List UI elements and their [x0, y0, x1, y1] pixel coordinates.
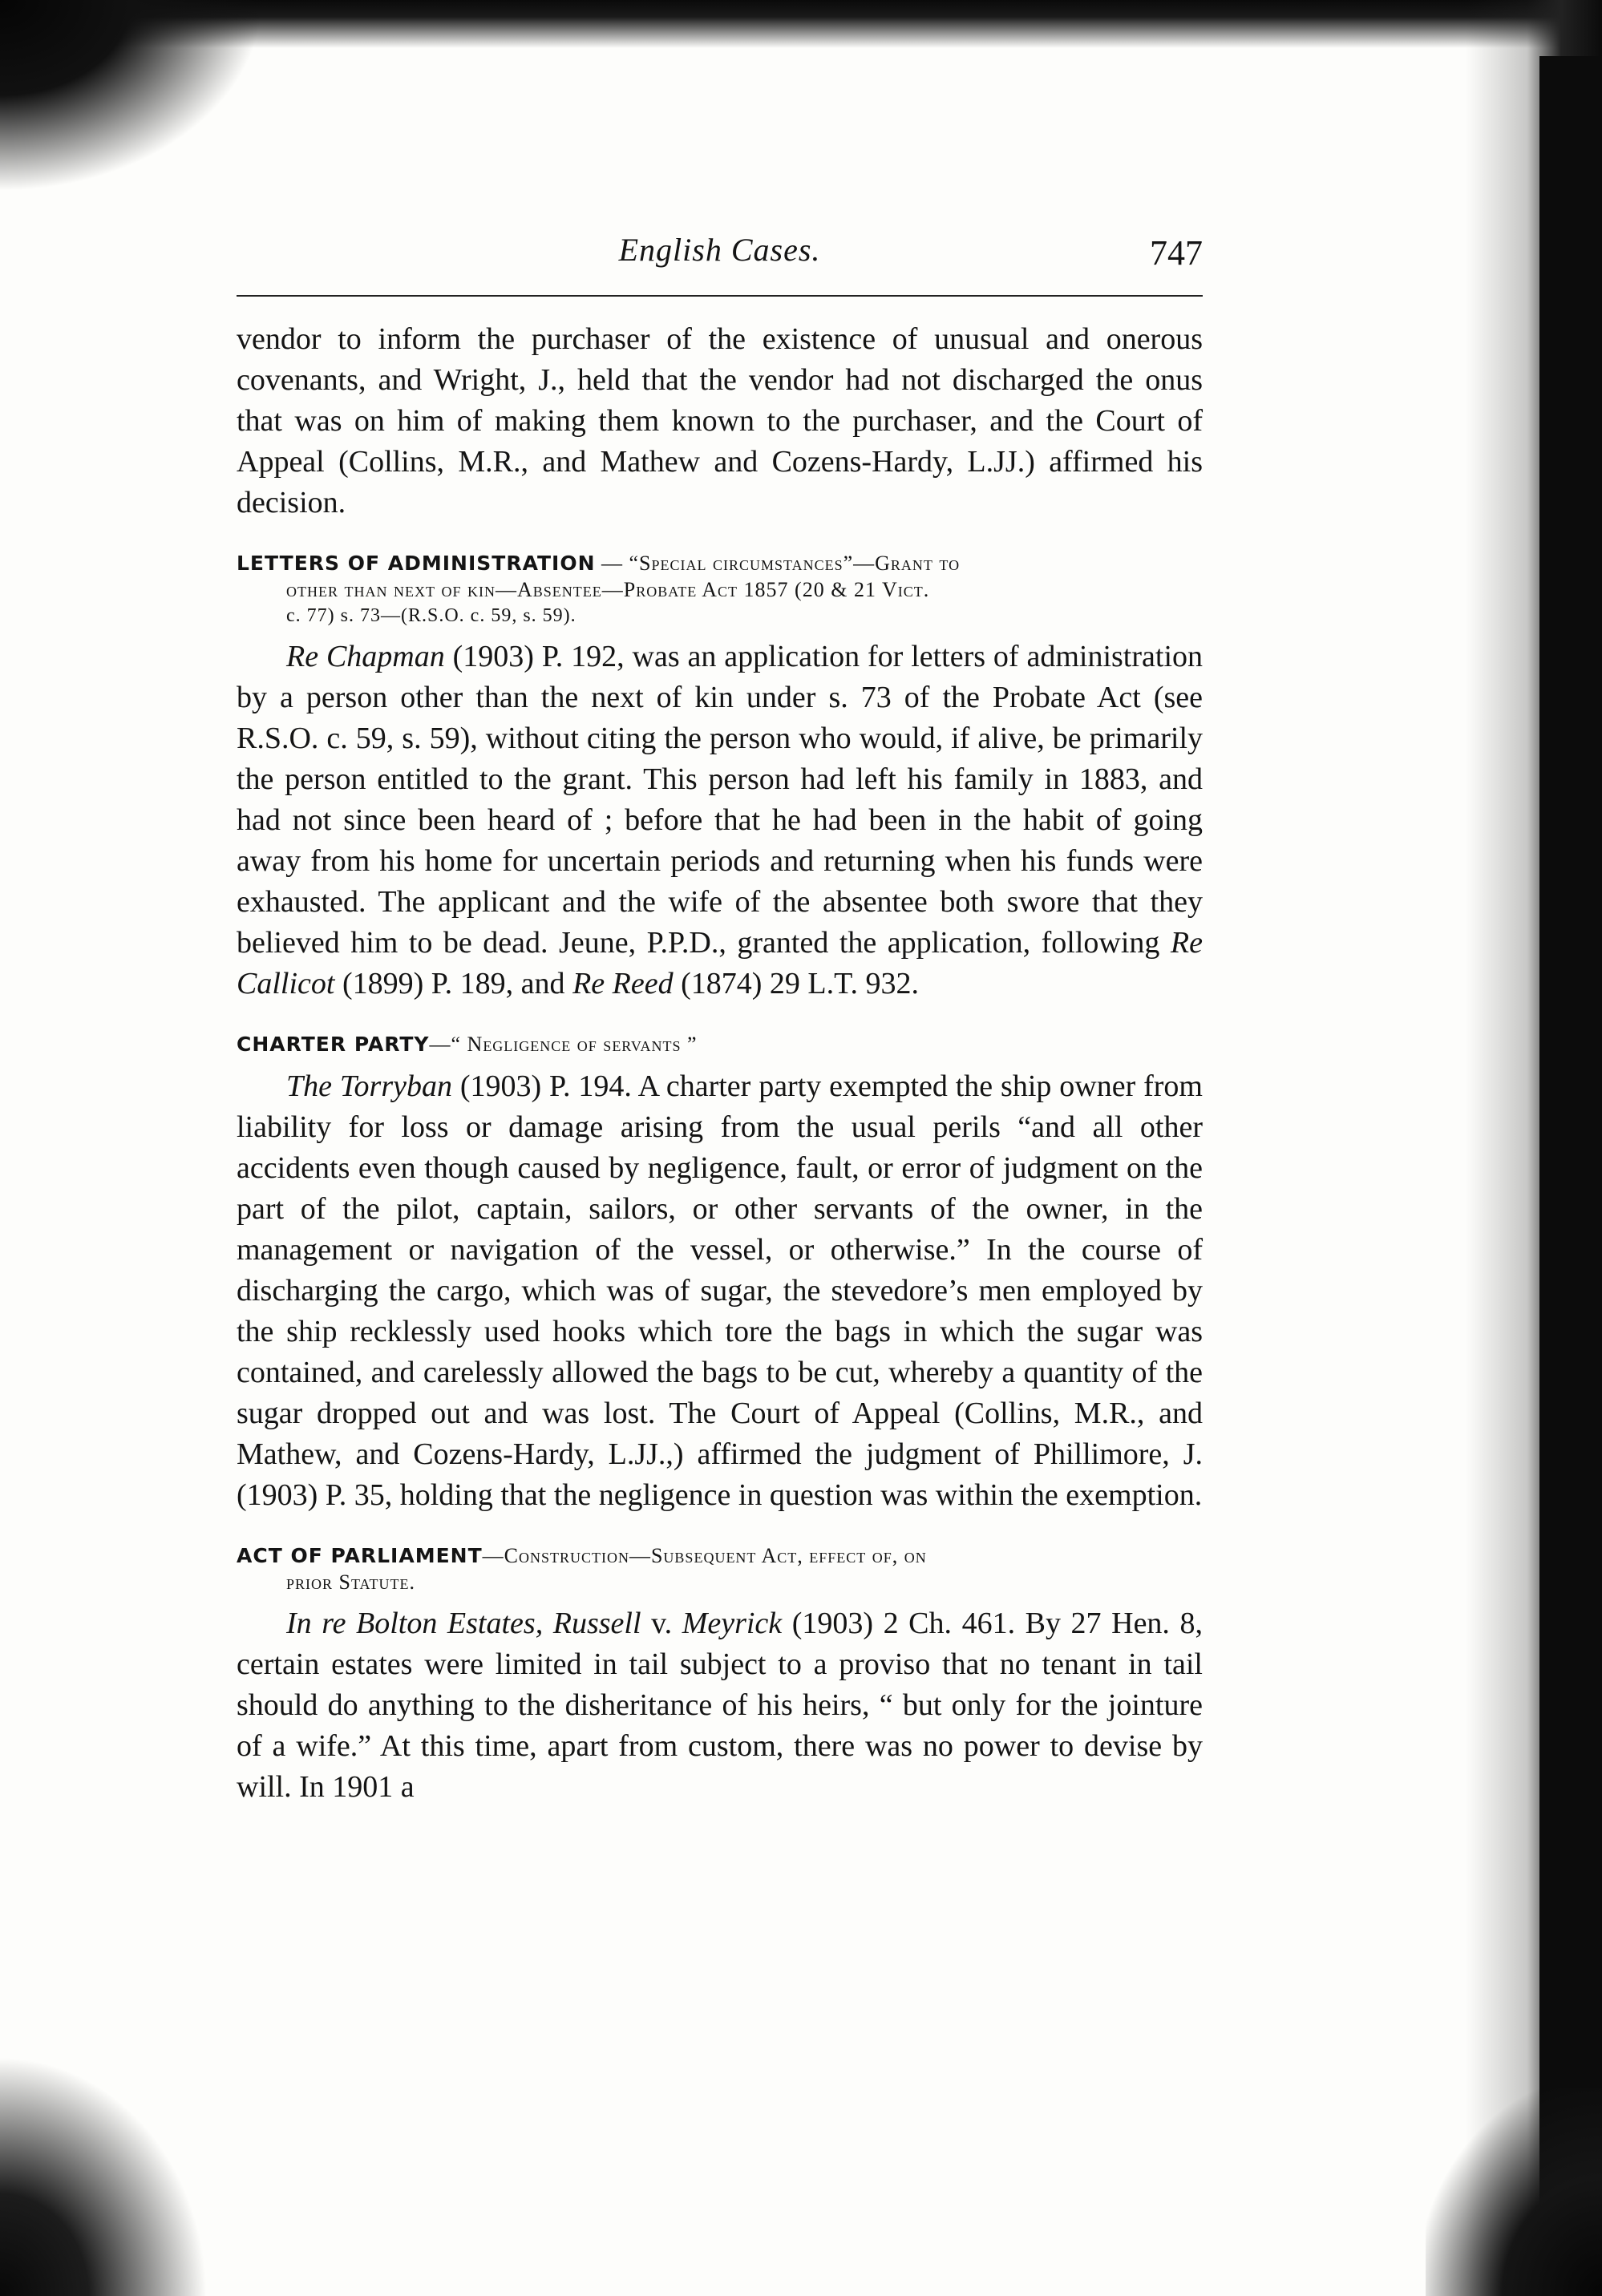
heading-rest: — “Special circumstances”—Grant to — [595, 552, 961, 575]
running-head: English Cases. — [618, 232, 821, 268]
case-name: In re Bolton Estates, Russell — [286, 1607, 641, 1640]
heading-line: prior Statute. — [286, 1570, 416, 1594]
case-name: Re Reed — [572, 967, 674, 1000]
heading-line: other than next of kin—Absentee—Probate Act 1857 (20 & 21 Vict. — [286, 578, 930, 601]
heading-rest: —Construction—Subsequent Act, effect of, on — [482, 1544, 927, 1567]
section-heading-act-of-parliament — [237, 1543, 1203, 1595]
case-text: (1903) 2 Ch. 461. By 27 Hen. 8, certain estates were limited in tail subject to a proviso that no tenant in tail should do anything to the disheritance of his heirs, “ but only for the jointure of a wife.” At this time, apart from custom, there was no power to devise by will. In 1901 a — [237, 1607, 1203, 1804]
page-body — [237, 319, 1203, 1808]
case-text: (1903) P. 194. A charter party exempted the ship owner from liability for loss or damage arising from the usual perils “and all other accidents even though caused by negligence, fault, or error of judgment on the part of the pilot, captain, sailors, or other servants of the owner, in the management or navigation of the vessel, or otherwise.” In the course of discharging the cargo, which was of sugar, the stevedore’s men employed by the ship recklessly used hooks which tore the bags in which the sugar was contained, and carelessly allowed the bags to be cut, whereby a quantity of the sugar dropped out and was lost. The Court of Appeal (Collins, M.R., and Mathew, and Cozens-Hardy, L.JJ.,) affirmed the judgment of Phillimore, J. (1903) P. 35, holding that the negligence in question was within the exemption. — [237, 1069, 1203, 1512]
heading-key: LETTERS OF ADMINISTRATION — [237, 552, 596, 575]
case-text: (1899) P. 189, and — [334, 967, 573, 1000]
case-name: Re Callicot — [237, 926, 1203, 1000]
scan-binding-edge — [1539, 56, 1602, 2296]
case-paragraph-torryban — [237, 1066, 1203, 1516]
scan-shadow-bottom-right — [1426, 2088, 1602, 2296]
page — [237, 224, 1203, 1804]
scan-shadow-corner — [0, 0, 265, 192]
case-name: The Torryban — [286, 1069, 452, 1103]
case-text: v. — [641, 1607, 682, 1640]
page-header — [237, 224, 1203, 281]
scan-shadow-bottom-left — [0, 2055, 208, 2296]
heading-key: ACT OF PARLIAMENT — [237, 1544, 483, 1567]
heading-key: CHARTER PARTY — [237, 1033, 430, 1056]
section-heading-letters-of-administration — [237, 551, 1203, 629]
section-heading-charter-party — [237, 1032, 1203, 1058]
heading-rest: —“ Negligence of servants ” — [429, 1033, 698, 1056]
case-paragraph-bolton-estates — [237, 1603, 1203, 1808]
case-paragraph-re-chapman — [237, 637, 1203, 1004]
case-text: (1874) 29 L.T. 932. — [673, 967, 920, 1000]
case-text: (1903) P. 192, was an application for letters of administration by a person other than the next of kin under s. 73 of the Probate Act (see R.S.O. c. 59, s. 59), without citing the person who would, if alive, be primarily the person entitled to the grant. This person had left his family in 1883, and had not since been heard of ; before that he had been in the habit of going away from his home for uncertain periods and returning when his funds were exhausted. The applicant and the wife of the absentee both swore that they believed him to be dead. Jeune, P.P.D., granted the application, following — [237, 640, 1203, 960]
case-name: Meyrick — [682, 1607, 783, 1640]
paragraph-continued: vendor to inform the purchaser of the existence of unusual and onerous covenants, and Wright, J., held that the vendor had not discharged the onus that was on him of making them known to the purchaser, and the Court of Appeal (Collins, M.R., and Mathew and Cozens-Hardy, L.JJ.) affirmed his decision. — [237, 322, 1203, 519]
page-number: 747 — [1150, 233, 1203, 273]
header-rule — [237, 295, 1203, 297]
case-name: Re Chapman — [286, 640, 445, 673]
heading-line: c. 77) s. 73—(R.S.O. c. 59, s. 59). — [286, 605, 576, 626]
